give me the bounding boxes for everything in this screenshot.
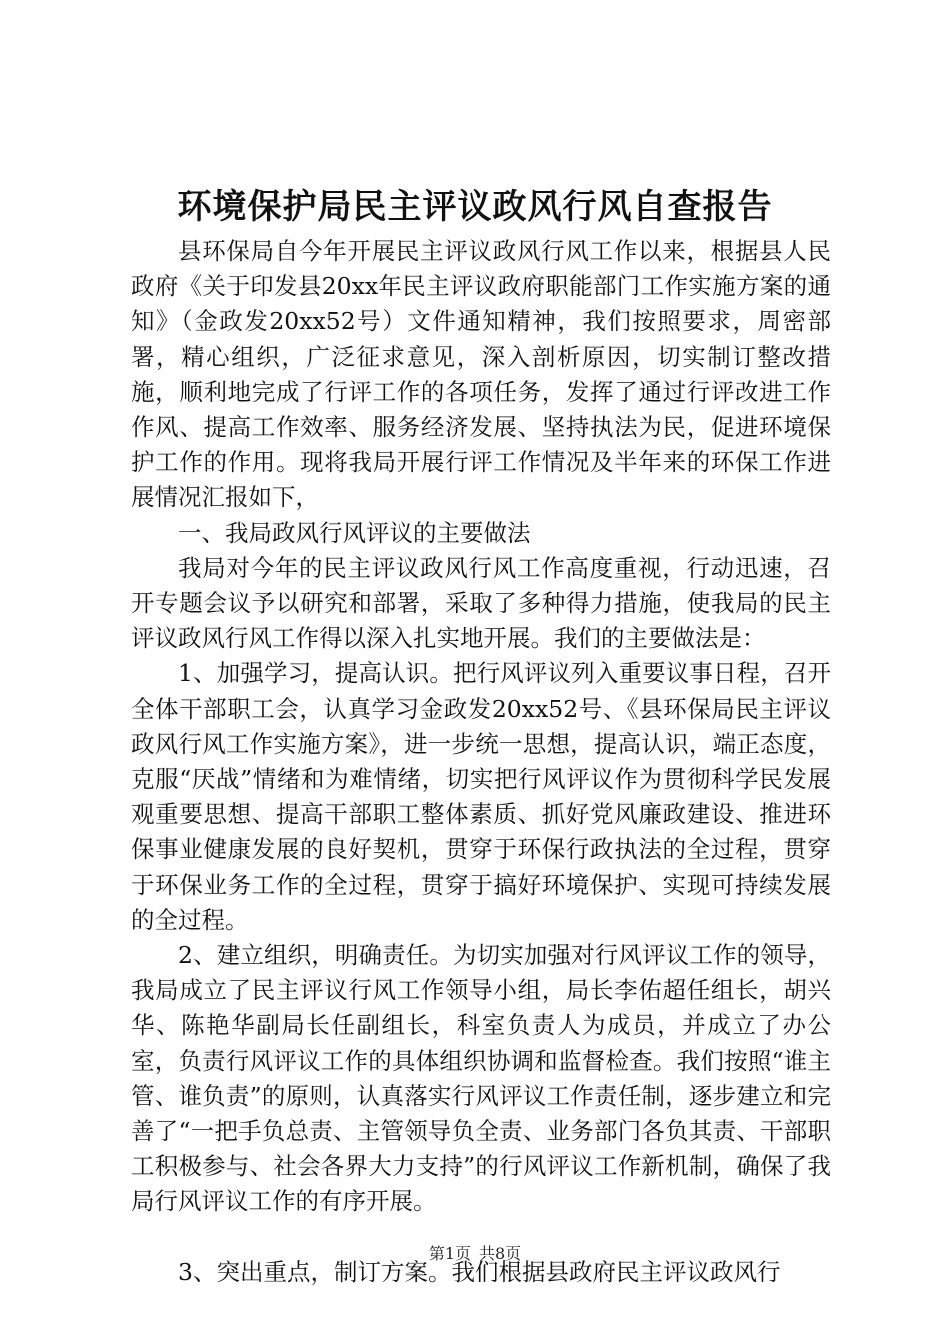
- body-paragraph: 2、建立组织，明确责任。为切实加强对行风评议工作的领导，我局成立了民主评议行风工作领导小组，局长李佑超任组长，胡兴华、陈艳华副局长任副组长，科室负责人为成员，并成立了办公室，负责行风评议工作的具体组织协调和监督检查。我们按照“谁主管、谁负责”的原则，认真落实行风评议工作责任制，逐步建立和完善了“一把手负总责、主管领导负全责、业务部门各负其责、干部职工积极参与、社会各界大力支持”的行风评议工作新机制，确保了我局行风评议工作的有序开展。: [131, 941, 831, 1216]
- document-body: [131, 234, 831, 1290]
- section-heading: 一、我局政风行风评议的主要做法: [178, 518, 531, 547]
- intro-paragraph: 县环保局自今年开展民主评议政风行风工作以来，根据县人民政府《关于印发县20xx年民主评议政府职能部门工作实施方案的通知》（金政发20xx52号）文件通知精神，我们按照要求，周密部署，精心组织，广泛征求意见，深入剖析原因，切实制订整改措施，顺利地完成了行评工作的各项任务，发挥了通过行评改进工作作风、提高工作效率、服务经济发展、坚持执法为民，促进环境保护工作的作用。现将我局开展行评工作情况及半年来的环保工作进展情况汇报如下，: [131, 237, 831, 512]
- page-total: 共8页: [479, 1244, 522, 1263]
- body-paragraph: 我局对今年的民主评议政风行风工作高度重视，行动迅速，召开专题会议予以研究和部署，采取了多种得力措施，使我局的民主评议政风行风工作得以深入扎实地开展。我们的主要做法是：: [131, 553, 831, 653]
- body-paragraph: 3、突出重点，制订方案。我们根据县政府民主评议政风行: [178, 1257, 781, 1286]
- body-paragraph: 1、加强学习，提高认识。把行风评议列入重要议事日程，召开全体干部职工会，认真学习金政发20xx52号、《县环保局民主评议政风行风工作实施方案》，进一步统一思想，提高认识，端正态度，克服“厌战”情绪和为难情绪，切实把行风评议作为贯彻科学民发展观重要思想、提高干部职工整体素质、抓好党风廉政建设、推进环保事业健康发展的良好契机，贯穿于环保行政执法的全过程，贯穿于环保业务工作的全过程，贯穿于搞好环境保护、实现可持续发展的全过程。: [131, 659, 831, 934]
- document-title: 环境保护局民主评议政风行风自查报告: [177, 187, 773, 227]
- page-footer: [0, 1244, 950, 1264]
- page-number: 第1页: [428, 1244, 471, 1263]
